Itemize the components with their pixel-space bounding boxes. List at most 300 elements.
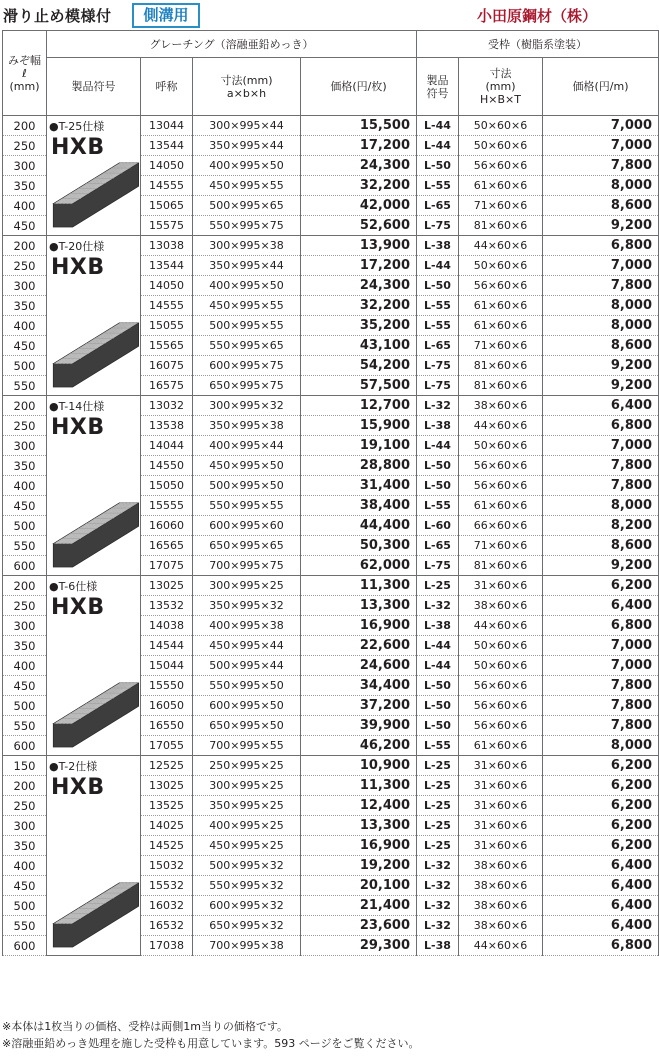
cell-frame-code: L-25 — [417, 816, 459, 836]
cell-price-sheet: 54,200 — [301, 356, 417, 376]
grating-group-label: グレーチング（溶融亜鉛めっき） — [149, 37, 314, 51]
cell-frame-code: L-38 — [417, 236, 459, 256]
cell-nominal: 14550 — [141, 456, 193, 476]
cell-frame-dim: 56×60×6 — [459, 716, 543, 736]
cell-nominal: 15532 — [141, 876, 193, 896]
col-header-price-per-m — [543, 58, 659, 116]
cell-price-sheet: 35,200 — [301, 316, 417, 336]
cell-dimensions: 500×995×65 — [193, 196, 301, 216]
load-spec-label: ●T-20仕様 — [49, 240, 105, 253]
cell-nominal: 15050 — [141, 476, 193, 496]
cell-width: 250 — [3, 416, 47, 436]
cell-frame-code: L-55 — [417, 496, 459, 516]
cell-price-sheet: 17,200 — [301, 136, 417, 156]
cell-frame-dim: 50×60×6 — [459, 656, 543, 676]
cell-nominal: 13025 — [141, 576, 193, 596]
cell-width: 450 — [3, 496, 47, 516]
cell-price-sheet: 32,200 — [301, 176, 417, 196]
cell-price-sheet: 31,400 — [301, 476, 417, 496]
cell-dimensions: 350×995×32 — [193, 596, 301, 616]
cell-price-per-m: 8,000 — [543, 736, 659, 756]
cell-width: 150 — [3, 756, 47, 776]
cell-frame-code: L-44 — [417, 656, 459, 676]
cell-frame-dim: 81×60×6 — [459, 556, 543, 576]
cell-frame-code: L-55 — [417, 316, 459, 336]
cell-price-per-m: 8,600 — [543, 336, 659, 356]
cell-nominal: 14050 — [141, 156, 193, 176]
table-row — [3, 396, 659, 416]
cell-price-per-m: 8,000 — [543, 296, 659, 316]
footnote-2: ※溶融亜鉛めっき処理を施した受枠も用意しています。593 ページをご覧ください。 — [2, 1037, 420, 1050]
cell-width: 300 — [3, 616, 47, 636]
cell-price-sheet: 12,700 — [301, 396, 417, 416]
cell-frame-dim: 44×60×6 — [459, 236, 543, 256]
cell-price-per-m: 7,000 — [543, 256, 659, 276]
cell-price-sheet: 20,100 — [301, 876, 417, 896]
cell-price-per-m: 8,600 — [543, 196, 659, 216]
cell-price-per-m: 6,200 — [543, 836, 659, 856]
page-title: 滑り止め模様付 — [3, 7, 112, 25]
grating-product-image — [51, 159, 139, 229]
cell-frame-code: L-32 — [417, 396, 459, 416]
cell-nominal: 17075 — [141, 556, 193, 576]
cell-dimensions: 300×995×32 — [193, 396, 301, 416]
cell-frame-dim: 31×60×6 — [459, 796, 543, 816]
cell-price-sheet: 28,800 — [301, 456, 417, 476]
cell-dimensions: 700×995×38 — [193, 936, 301, 956]
cell-frame-code: L-44 — [417, 136, 459, 156]
cell-dimensions: 450×995×25 — [193, 836, 301, 856]
grating-product-image — [51, 499, 139, 569]
cell-width: 350 — [3, 836, 47, 856]
cell-price-sheet: 34,400 — [301, 676, 417, 696]
table-row — [3, 116, 659, 136]
cell-dimensions: 600×995×50 — [193, 696, 301, 716]
cell-price-sheet: 13,300 — [301, 596, 417, 616]
cell-width: 200 — [3, 116, 47, 136]
footnote-1: ※本体は1枚当りの価格、受枠は両側1m当りの価格です。 — [2, 1020, 289, 1033]
cell-dimensions: 250×995×25 — [193, 756, 301, 776]
cell-frame-code: L-65 — [417, 336, 459, 356]
cell-price-sheet: 24,300 — [301, 156, 417, 176]
cell-width: 200 — [3, 396, 47, 416]
cell-frame-code: L-50 — [417, 156, 459, 176]
cell-frame-code: L-32 — [417, 596, 459, 616]
cell-dimensions: 600×995×32 — [193, 896, 301, 916]
cell-price-per-m: 7,000 — [543, 656, 659, 676]
cell-nominal: 13032 — [141, 396, 193, 416]
cell-frame-dim: 44×60×6 — [459, 936, 543, 956]
cell-width: 550 — [3, 916, 47, 936]
cell-frame-dim: 71×60×6 — [459, 536, 543, 556]
cell-width: 350 — [3, 176, 47, 196]
cell-frame-dim: 66×60×6 — [459, 516, 543, 536]
cell-width: 350 — [3, 456, 47, 476]
cell-frame-code: L-32 — [417, 856, 459, 876]
model-name: HXB — [51, 255, 105, 280]
cell-nominal: 15032 — [141, 856, 193, 876]
frame-group-label: 受枠（樹脂系塗装） — [488, 37, 587, 51]
cell-price-per-m: 6,800 — [543, 416, 659, 436]
cell-price-per-m: 9,200 — [543, 216, 659, 236]
cell-price-sheet: 11,300 — [301, 576, 417, 596]
cell-width: 400 — [3, 476, 47, 496]
cell-width: 250 — [3, 596, 47, 616]
cell-dimensions: 600×995×60 — [193, 516, 301, 536]
cell-price-sheet: 15,500 — [301, 116, 417, 136]
cell-width: 500 — [3, 896, 47, 916]
cell-width: 600 — [3, 936, 47, 956]
cell-frame-dim: 61×60×6 — [459, 736, 543, 756]
cell-price-per-m: 6,200 — [543, 776, 659, 796]
cell-price-per-m: 6,400 — [543, 596, 659, 616]
cell-frame-dim: 31×60×6 — [459, 576, 543, 596]
cell-price-per-m: 6,400 — [543, 896, 659, 916]
cell-frame-code: L-44 — [417, 636, 459, 656]
cell-frame-dim: 31×60×6 — [459, 816, 543, 836]
cell-width: 450 — [3, 216, 47, 236]
cell-frame-dim: 81×60×6 — [459, 216, 543, 236]
model-name: HXB — [51, 135, 105, 160]
cell-frame-code: L-38 — [417, 416, 459, 436]
cell-price-per-m: 7,800 — [543, 456, 659, 476]
cell-price-per-m: 6,800 — [543, 616, 659, 636]
model-name: HXB — [51, 415, 105, 440]
cell-dimensions: 600×995×75 — [193, 356, 301, 376]
cell-nominal: 13525 — [141, 796, 193, 816]
col-header-width-text: みぞ幅 ℓ (mm) — [8, 53, 41, 93]
cell-width: 550 — [3, 716, 47, 736]
cell-price-sheet: 24,600 — [301, 656, 417, 676]
cell-dimensions: 550×995×32 — [193, 876, 301, 896]
cell-dimensions: 450×995×55 — [193, 296, 301, 316]
cell-price-sheet: 38,400 — [301, 496, 417, 516]
cell-price-per-m: 7,800 — [543, 696, 659, 716]
cell-price-per-m: 7,800 — [543, 716, 659, 736]
cell-width: 300 — [3, 436, 47, 456]
frame-dim-label: 寸法 (mm) H×B×T — [480, 67, 521, 106]
cell-nominal: 13038 — [141, 236, 193, 256]
cell-frame-dim: 71×60×6 — [459, 196, 543, 216]
cell-frame-code: L-50 — [417, 676, 459, 696]
cell-price-per-m: 7,000 — [543, 436, 659, 456]
cell-frame-code: L-25 — [417, 836, 459, 856]
cell-price-sheet: 62,000 — [301, 556, 417, 576]
cell-frame-dim: 44×60×6 — [459, 416, 543, 436]
cell-price-per-m: 9,200 — [543, 556, 659, 576]
cell-frame-code: L-65 — [417, 536, 459, 556]
cell-price-sheet: 21,400 — [301, 896, 417, 916]
cell-price-per-m: 6,400 — [543, 916, 659, 936]
cell-nominal: 17038 — [141, 936, 193, 956]
cell-frame-dim: 61×60×6 — [459, 496, 543, 516]
cell-frame-code: L-32 — [417, 876, 459, 896]
cell-frame-code: L-65 — [417, 196, 459, 216]
cell-frame-dim: 61×60×6 — [459, 316, 543, 336]
col-header-frame-group — [417, 31, 659, 58]
col-header-nominal — [141, 58, 193, 116]
cell-price-per-m: 6,200 — [543, 796, 659, 816]
cell-frame-dim: 38×60×6 — [459, 856, 543, 876]
cell-price-per-m: 6,800 — [543, 936, 659, 956]
cell-price-per-m: 7,000 — [543, 136, 659, 156]
cell-price-sheet: 43,100 — [301, 336, 417, 356]
cell-price-sheet: 57,500 — [301, 376, 417, 396]
table-row — [3, 576, 659, 596]
table-row — [3, 756, 659, 776]
cell-price-per-m: 8,200 — [543, 516, 659, 536]
price-table — [2, 30, 659, 956]
col-header-product-code — [47, 58, 141, 116]
cell-width: 400 — [3, 196, 47, 216]
cell-price-per-m: 8,000 — [543, 316, 659, 336]
cell-price-sheet: 46,200 — [301, 736, 417, 756]
grating-product-image — [51, 319, 139, 389]
cell-nominal: 12525 — [141, 756, 193, 776]
cell-dimensions: 350×995×44 — [193, 256, 301, 276]
cell-price-sheet: 42,000 — [301, 196, 417, 216]
cell-dimensions: 650×995×75 — [193, 376, 301, 396]
cell-price-sheet: 44,400 — [301, 516, 417, 536]
price-sheet-label: 価格(円/枚) — [330, 80, 387, 93]
cell-width: 350 — [3, 296, 47, 316]
cell-width: 400 — [3, 856, 47, 876]
col-header-width — [3, 31, 47, 116]
cell-dimensions: 550×995×75 — [193, 216, 301, 236]
cell-frame-dim: 56×60×6 — [459, 156, 543, 176]
cell-width: 250 — [3, 136, 47, 156]
cell-width: 200 — [3, 776, 47, 796]
cell-width: 600 — [3, 556, 47, 576]
cell-price-sheet: 16,900 — [301, 616, 417, 636]
cell-frame-dim: 56×60×6 — [459, 476, 543, 496]
cell-width: 250 — [3, 256, 47, 276]
col-header-price-sheet — [301, 58, 417, 116]
cell-frame-code: L-55 — [417, 736, 459, 756]
grating-product-image — [51, 679, 139, 749]
cell-width: 400 — [3, 316, 47, 336]
col-header-dimensions — [193, 58, 301, 116]
cell-frame-code: L-75 — [417, 356, 459, 376]
price-table-body — [3, 116, 659, 956]
cell-frame-code: L-32 — [417, 916, 459, 936]
cell-frame-code: L-38 — [417, 616, 459, 636]
cell-frame-code: L-50 — [417, 456, 459, 476]
product-cell — [47, 236, 141, 396]
cell-width: 200 — [3, 236, 47, 256]
cell-dimensions: 700×995×55 — [193, 736, 301, 756]
cell-dimensions: 500×995×55 — [193, 316, 301, 336]
cell-price-per-m: 6,400 — [543, 396, 659, 416]
cell-frame-code: L-44 — [417, 256, 459, 276]
cell-price-sheet: 50,300 — [301, 536, 417, 556]
cell-nominal: 14050 — [141, 276, 193, 296]
cell-price-per-m: 8,600 — [543, 536, 659, 556]
cell-frame-code: L-55 — [417, 176, 459, 196]
cell-nominal: 15575 — [141, 216, 193, 236]
cell-price-per-m: 6,400 — [543, 876, 659, 896]
cell-price-per-m: 9,200 — [543, 356, 659, 376]
cell-nominal: 16060 — [141, 516, 193, 536]
footnotes — [2, 1018, 420, 1052]
cell-dimensions: 400×995×50 — [193, 156, 301, 176]
cell-frame-code: L-60 — [417, 516, 459, 536]
cell-dimensions: 650×995×32 — [193, 916, 301, 936]
cell-price-per-m: 7,000 — [543, 116, 659, 136]
table-row — [3, 236, 659, 256]
cell-frame-code: L-55 — [417, 296, 459, 316]
cell-width: 500 — [3, 356, 47, 376]
cell-dimensions: 450×995×55 — [193, 176, 301, 196]
cell-width: 550 — [3, 536, 47, 556]
cell-width: 350 — [3, 636, 47, 656]
cell-nominal: 16532 — [141, 916, 193, 936]
cell-dimensions: 500×995×32 — [193, 856, 301, 876]
cell-nominal: 13544 — [141, 256, 193, 276]
cell-frame-dim: 31×60×6 — [459, 836, 543, 856]
cell-dimensions: 300×995×38 — [193, 236, 301, 256]
cell-frame-dim: 38×60×6 — [459, 896, 543, 916]
cell-price-per-m: 7,800 — [543, 276, 659, 296]
cell-frame-code: L-25 — [417, 796, 459, 816]
cell-frame-dim: 56×60×6 — [459, 676, 543, 696]
cell-nominal: 13538 — [141, 416, 193, 436]
cell-nominal: 13544 — [141, 136, 193, 156]
cell-frame-dim: 50×60×6 — [459, 116, 543, 136]
cell-nominal: 14525 — [141, 836, 193, 856]
cell-dimensions: 350×995×38 — [193, 416, 301, 436]
cell-frame-dim: 56×60×6 — [459, 276, 543, 296]
cell-price-per-m: 6,400 — [543, 856, 659, 876]
product-cell — [47, 576, 141, 756]
cell-price-per-m: 9,200 — [543, 376, 659, 396]
cell-width: 250 — [3, 796, 47, 816]
cell-price-per-m: 7,000 — [543, 636, 659, 656]
cell-nominal: 15055 — [141, 316, 193, 336]
cell-dimensions: 300×995×25 — [193, 776, 301, 796]
cell-nominal: 14025 — [141, 816, 193, 836]
model-name: HXB — [51, 775, 105, 800]
cell-dimensions: 500×995×44 — [193, 656, 301, 676]
cell-nominal: 15550 — [141, 676, 193, 696]
cell-price-sheet: 52,600 — [301, 216, 417, 236]
cell-dimensions: 400×995×50 — [193, 276, 301, 296]
cell-width: 200 — [3, 576, 47, 596]
cell-nominal: 16050 — [141, 696, 193, 716]
cell-price-per-m: 6,200 — [543, 816, 659, 836]
price-per-m-label: 価格(円/m) — [572, 80, 629, 93]
cell-price-sheet: 16,900 — [301, 836, 417, 856]
cell-price-sheet: 13,900 — [301, 236, 417, 256]
cell-width: 500 — [3, 696, 47, 716]
cell-dimensions: 700×995×75 — [193, 556, 301, 576]
cell-price-sheet: 37,200 — [301, 696, 417, 716]
cell-nominal: 17055 — [141, 736, 193, 756]
cell-nominal: 13044 — [141, 116, 193, 136]
cell-price-sheet: 19,200 — [301, 856, 417, 876]
cell-dimensions: 550×995×65 — [193, 336, 301, 356]
cell-dimensions: 400×995×25 — [193, 816, 301, 836]
cell-nominal: 14044 — [141, 436, 193, 456]
cell-nominal: 15555 — [141, 496, 193, 516]
cell-width: 600 — [3, 736, 47, 756]
cell-price-per-m: 6,200 — [543, 576, 659, 596]
product-code-label: 製品符号 — [71, 80, 116, 93]
product-cell — [47, 756, 141, 956]
cell-frame-code: L-75 — [417, 556, 459, 576]
cell-nominal: 16075 — [141, 356, 193, 376]
cell-price-per-m: 7,800 — [543, 476, 659, 496]
dimensions-label: 寸法(mm) a×b×h — [220, 73, 273, 100]
cell-price-sheet: 22,600 — [301, 636, 417, 656]
cell-width: 300 — [3, 816, 47, 836]
cell-width: 450 — [3, 336, 47, 356]
load-spec-label: ●T-2仕様 — [49, 760, 98, 773]
cell-dimensions: 350×995×44 — [193, 136, 301, 156]
cell-nominal: 16032 — [141, 896, 193, 916]
cell-nominal: 14555 — [141, 296, 193, 316]
cell-frame-code: L-25 — [417, 776, 459, 796]
cell-dimensions: 300×995×25 — [193, 576, 301, 596]
cell-price-per-m: 6,200 — [543, 756, 659, 776]
cell-frame-dim: 38×60×6 — [459, 596, 543, 616]
cell-frame-dim: 38×60×6 — [459, 396, 543, 416]
cell-dimensions: 450×995×50 — [193, 456, 301, 476]
cell-frame-dim: 50×60×6 — [459, 256, 543, 276]
cell-width: 400 — [3, 656, 47, 676]
cell-price-sheet: 19,100 — [301, 436, 417, 456]
cell-price-sheet: 17,200 — [301, 256, 417, 276]
cell-nominal: 14544 — [141, 636, 193, 656]
cell-frame-code: L-75 — [417, 376, 459, 396]
page-header — [0, 0, 659, 30]
col-header-grating-group — [47, 31, 417, 58]
cell-price-sheet: 29,300 — [301, 936, 417, 956]
frame-code-label: 製品 符号 — [426, 73, 449, 100]
cell-frame-dim: 81×60×6 — [459, 356, 543, 376]
cell-dimensions: 500×995×50 — [193, 476, 301, 496]
cell-price-per-m: 6,800 — [543, 236, 659, 256]
cell-width: 450 — [3, 876, 47, 896]
cell-dimensions: 550×995×50 — [193, 676, 301, 696]
cell-price-sheet: 10,900 — [301, 756, 417, 776]
cell-price-sheet: 39,900 — [301, 716, 417, 736]
cell-price-sheet: 32,200 — [301, 296, 417, 316]
cell-dimensions: 650×995×50 — [193, 716, 301, 736]
cell-frame-code: L-50 — [417, 716, 459, 736]
cell-nominal: 16565 — [141, 536, 193, 556]
col-header-frame-dim — [459, 58, 543, 116]
cell-frame-code: L-50 — [417, 476, 459, 496]
cell-frame-code: L-50 — [417, 276, 459, 296]
cell-frame-dim: 71×60×6 — [459, 336, 543, 356]
cell-nominal: 16575 — [141, 376, 193, 396]
cell-dimensions: 300×995×44 — [193, 116, 301, 136]
cell-price-sheet: 15,900 — [301, 416, 417, 436]
cell-nominal: 15565 — [141, 336, 193, 356]
nominal-label: 呼称 — [155, 80, 178, 93]
product-cell — [47, 116, 141, 236]
cell-frame-dim: 56×60×6 — [459, 456, 543, 476]
cell-price-sheet: 23,600 — [301, 916, 417, 936]
cell-dimensions: 650×995×65 — [193, 536, 301, 556]
cell-dimensions: 400×995×44 — [193, 436, 301, 456]
col-header-frame-code — [417, 58, 459, 116]
cell-frame-code: L-32 — [417, 896, 459, 916]
cell-frame-dim: 31×60×6 — [459, 776, 543, 796]
cell-price-sheet: 13,300 — [301, 816, 417, 836]
cell-frame-dim: 44×60×6 — [459, 616, 543, 636]
